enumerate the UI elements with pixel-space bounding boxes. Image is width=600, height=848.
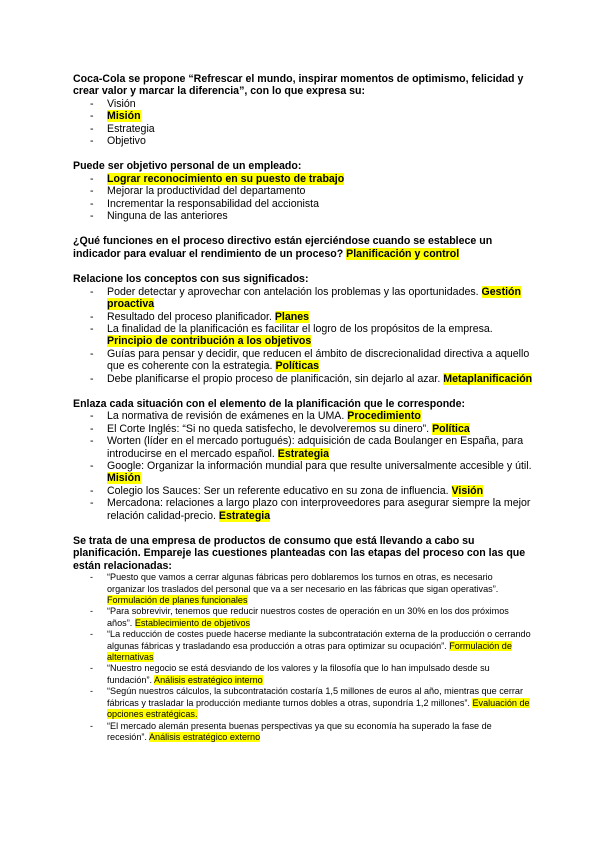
- highlighted-answer: Metaplanificación: [443, 372, 533, 385]
- option-item: - Ninguna de las anteriores: [73, 210, 533, 222]
- question-5: Enlaza cada situación con el elemento de la planificación que le corresponde:: [73, 397, 466, 410]
- question-2: Puede ser objetivo personal de un empleado:: [73, 160, 302, 173]
- document-content: [73, 73, 533, 756]
- highlighted-answer: Lograr reconocimiento en su puesto de trabajo: [107, 172, 345, 185]
- option-item: - Incrementar la responsabilidad del accionista: [73, 198, 533, 210]
- item-text: Poder detectar y aprovechar con antelación los problemas y las oportunidades.: [107, 285, 479, 298]
- list-item: [73, 435, 533, 460]
- list-item: [73, 460, 533, 485]
- highlighted-answer: Planificación y control: [346, 247, 460, 260]
- highlighted-answer: Planes: [274, 310, 310, 323]
- list-item: [73, 663, 533, 686]
- option-item-answer: [73, 110, 533, 122]
- highlighted-answer: Políticas: [275, 360, 320, 373]
- highlighted-answer: Misión: [107, 110, 141, 123]
- highlighted-answer: Análisis estratégico externo: [148, 731, 261, 742]
- item-text: “Para sobrevivir, tenemos que reducir nuestros costes de operación en un 30% en los dos próximos años”.: [107, 606, 509, 628]
- question-block-2: [73, 160, 533, 222]
- question-block-5: [73, 398, 533, 522]
- item-text: La finalidad de la planificación es facilitar el logro de los propósitos de la empresa.: [107, 322, 493, 335]
- question-1: Coca-Cola se propone “Refrescar el mundo, inspirar momentos de optimismo, felicidad y crear valor y marcar la diferencia”, con lo que expresa su:: [73, 73, 524, 98]
- highlighted-answer: Procedimiento: [347, 410, 421, 423]
- question-block-6: [73, 535, 533, 743]
- list-item: [73, 423, 533, 435]
- question-text: ¿Qué funciones en el proceso directivo están ejerciéndose cuando se establece un indicador para evaluar el rendimiento de un proceso?: [73, 235, 493, 260]
- question-3: [73, 235, 533, 260]
- list-item: [73, 497, 533, 522]
- item-text: “Según nuestros cálculos, la subcontratación costaría 1,5 millones de euros al año, mientras que cerrar fábricas y trasladar la producción mediante turnos dobles a otras, supondría 1,2 millones”.: [107, 686, 524, 708]
- highlighted-answer: Principio de contribución a los objetivos: [107, 335, 312, 348]
- list-item: [73, 373, 533, 385]
- list-item: [73, 721, 533, 744]
- item-text: “El mercado alemán presenta buenas perspectivas ya que su economía ha superado la fase de recesión”.: [107, 720, 492, 742]
- item-text: El Corte Inglés: “Si no queda satisfecho, le devolveremos su dinero”.: [107, 422, 430, 435]
- highlighted-answer: Estrategia: [218, 509, 271, 522]
- list-item: [73, 410, 533, 422]
- option-item: - Visión: [73, 98, 533, 110]
- highlighted-answer: Visión: [451, 484, 484, 497]
- highlighted-answer: Establecimiento de objetivos: [134, 617, 251, 628]
- highlighted-answer: Gestión proactiva: [107, 285, 521, 311]
- list-item: [73, 606, 533, 629]
- question-block-3: [73, 235, 533, 260]
- highlighted-answer: Formulación de alternativas: [107, 640, 512, 663]
- highlighted-answer: Misión: [107, 472, 141, 485]
- item-text: “Nuestro negocio se está desviando de los valores y la filosofía que lo han impulsado desde su fundación”.: [107, 663, 490, 685]
- question-block-1: [73, 73, 533, 147]
- question-block-4: [73, 273, 533, 385]
- highlighted-answer: Análisis estratégico interno: [154, 674, 263, 685]
- option-item: - Objetivo: [73, 135, 533, 147]
- item-text: “La reducción de costes puede hacerse mediante la subcontratación externa de la producción o cerrando algunas fábricas y trasladando esa producción a otras para optimizar su ocupación”.: [107, 629, 531, 651]
- item-text: “Puesto que vamos a cerrar algunas fábricas pero doblaremos los turnos en otras, es necesario organizar los traslados del personal que va a ser necesario en las fábricas que sigan operativas”.: [107, 572, 499, 594]
- highlighted-answer: Formulación de planes funcionales: [107, 595, 248, 606]
- options-list-1: [73, 98, 533, 148]
- items-list-5: [73, 410, 533, 522]
- option-item-answer: [73, 173, 533, 185]
- item-text: Resultado del proceso planificador.: [107, 310, 272, 323]
- list-item: [73, 572, 533, 606]
- question-4: Relacione los conceptos con sus significados:: [73, 273, 309, 286]
- list-item: [73, 686, 533, 720]
- item-text: Guías para pensar y decidir, que reducen el ámbito de discrecionalidad directiva a aquello que es coherente con la estrategia.: [107, 347, 530, 373]
- list-item: [73, 629, 533, 663]
- list-item: [73, 286, 533, 311]
- item-text: Worten (líder en el mercado portugués): adquisición de cada Boulanger en España, para introducirse en el mercado español.: [107, 435, 524, 460]
- list-item: [73, 348, 533, 373]
- highlighted-answer: Política: [432, 422, 470, 435]
- items-list-6: [73, 572, 533, 743]
- list-item: [73, 485, 533, 497]
- option-item: - Mejorar la productividad del departamento: [73, 185, 533, 197]
- list-item: [73, 311, 533, 323]
- question-6: Se trata de una empresa de productos de consumo que está llevando a cabo su planificación. Empareje las cuestiones planteadas con las etapas del proceso con las que están relacionadas:: [73, 535, 526, 572]
- highlighted-answer: Evaluación de opciones estratégicas.: [107, 697, 530, 720]
- list-item: [73, 323, 533, 348]
- highlighted-answer: Estrategia: [277, 447, 330, 460]
- item-text: Colegio los Sauces: Ser un referente educativo en su zona de influencia.: [107, 484, 449, 497]
- item-text: Mercadona: relaciones a largo plazo con interproveedores para asegurar siempre la mejor relación calidad-precio.: [107, 497, 531, 522]
- item-text: Google: Organizar la información mundial para que resulte universalmente accesible y útil.: [107, 459, 532, 472]
- options-list-2: [73, 173, 533, 223]
- item-text: Debe planificarse el propio proceso de planificación, sin dejarlo al azar.: [107, 372, 441, 385]
- option-item: - Estrategia: [73, 123, 533, 135]
- item-text: La normativa de revisión de exámenes en la UMA.: [107, 410, 345, 423]
- items-list-4: [73, 286, 533, 385]
